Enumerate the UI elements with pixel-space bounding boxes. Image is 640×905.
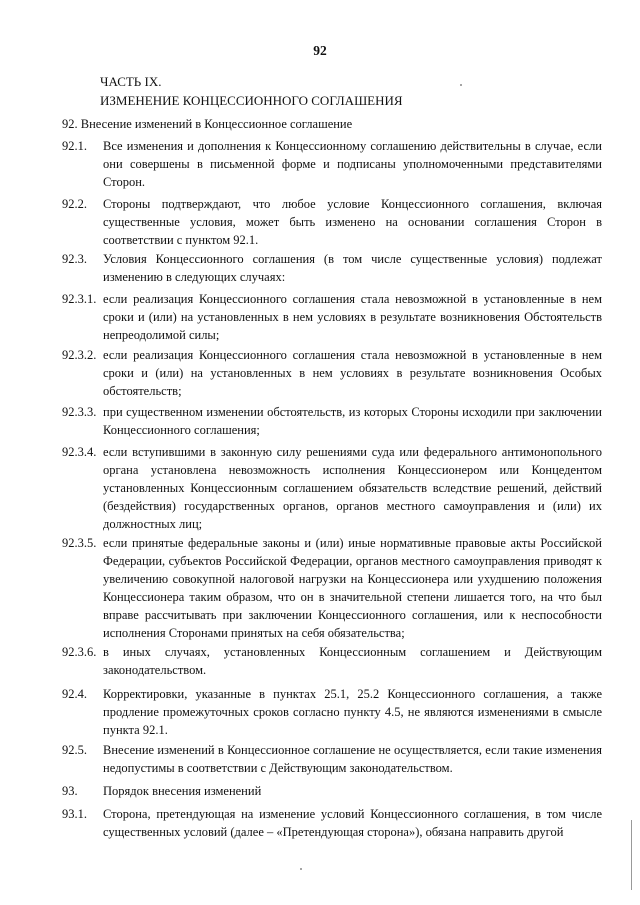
scan-speck xyxy=(300,868,302,870)
clause-number: 92.3.5. xyxy=(62,536,97,550)
clause-number: 92.3.2. xyxy=(62,348,97,362)
clause-text: Корректировки, указанные в пунктах 25.1, 25.2 Концессионного соглашения, а также продление промежуточных сроков согласно пункту 4.5, не являются изменениями в смысле пункта 92.1. xyxy=(103,687,602,737)
clause-92-3-3 xyxy=(62,403,602,439)
clause-text: в иных случаях, установленных Концессионным соглашением и Действующим законодательством. xyxy=(103,645,602,677)
clause-text: если вступившими в законную силу решениями суда или федерального антимонопольного органа установлена невозможность исполнения Концессионером или Концедентом установленных Концессионным соглашением обязательств вследствие решений, действий (бездействия) государственных органов, органов местного самоуправления и (или) их должностных лиц; xyxy=(103,445,602,531)
clause-92-4 xyxy=(62,685,602,739)
clause-text: Внесение изменений в Концессионное соглашение не осуществляется, если такие изменения недопустимы в соответствии с Действующим законодательством. xyxy=(103,743,602,775)
article-92-heading: 92. Внесение изменений в Концессионное соглашение xyxy=(62,117,353,131)
article-93-heading xyxy=(62,782,602,800)
clause-number: 92.3. xyxy=(62,252,87,266)
part-heading xyxy=(100,72,403,110)
clause-text: Сторона, претендующая на изменение условий Концессионного соглашения, в том числе существенных условий (далее – «Претендующая сторона»), обязана направить другой xyxy=(103,807,602,839)
clause-text: Стороны подтверждают, что любое условие Концессионного соглашения, включая существенные условия, может быть изменено на основании соглашения Сторон в соответствии с пунктом 92.1. xyxy=(103,197,602,247)
clause-number: 92.3.6. xyxy=(62,645,97,659)
clause-text: если реализация Концессионного соглашения стала невозможной в установленные в нем сроки и (или) на установленных в нем условиях в результате возникновения Особых обстоятельств; xyxy=(103,348,602,398)
clause-text: если принятые федеральные законы и (или) иные нормативные правовые акты Российской Федерации, субъектов Российской Федерации, органов местного самоуправления приводят к увеличению совокупной налоговой нагрузки на Концессионера или ухудшению положения Концессионера таким образом, что он в значительной степени лишается того, на что был вправе рассчитывать при заключении Концессионного соглашения, или к неспособности исполнения Сторонами принятых на себя обязательства; xyxy=(103,536,602,640)
article-number: 93. xyxy=(62,784,78,798)
clause-92-2 xyxy=(62,195,602,249)
clause-92-3-5 xyxy=(62,534,602,642)
clause-92-1 xyxy=(62,137,602,191)
article-title: Порядок внесения изменений xyxy=(103,784,262,798)
clause-92-3-2 xyxy=(62,346,602,400)
clause-number: 93.1. xyxy=(62,807,87,821)
page-number: 92 xyxy=(313,43,327,58)
scan-margin-line xyxy=(631,820,632,890)
clause-number: 92.3.4. xyxy=(62,445,97,459)
clause-text: при существенном изменении обстоятельств, из которых Стороны исходили при заключении Концессионного соглашения; xyxy=(103,405,602,437)
clause-number: 92.5. xyxy=(62,743,87,757)
clause-number: 92.3.3. xyxy=(62,405,97,419)
clause-92-3 xyxy=(62,250,602,286)
clause-92-3-6 xyxy=(62,643,602,679)
part-number: ЧАСТЬ IX. xyxy=(100,74,162,89)
clause-text: Условия Концессионного соглашения (в том числе существенные условия) подлежат изменению в следующих случаях: xyxy=(103,252,602,284)
clause-92-3-4 xyxy=(62,443,602,533)
clause-92-3-1 xyxy=(62,290,602,344)
clause-number: 92.4. xyxy=(62,687,87,701)
clause-number: 92.3.1. xyxy=(62,292,97,306)
clause-93-1 xyxy=(62,805,602,841)
clause-text: Все изменения и дополнения к Концессионному соглашению действительны в случае, если они совершены в письменной форме и подписаны уполномоченными представителями Сторон. xyxy=(103,139,602,189)
clause-number: 92.2. xyxy=(62,197,87,211)
clause-text: если реализация Концессионного соглашения стала невозможной в установленные в нем сроки и (или) на установленных в нем условиях в результате возникновения Обстоятельств непреодолимой силы; xyxy=(103,292,602,342)
clause-number: 92.1. xyxy=(62,139,87,153)
clause-92-5 xyxy=(62,741,602,777)
part-title: ИЗМЕНЕНИЕ КОНЦЕССИОННОГО СОГЛАШЕНИЯ xyxy=(100,93,403,108)
scan-speck xyxy=(460,84,462,86)
